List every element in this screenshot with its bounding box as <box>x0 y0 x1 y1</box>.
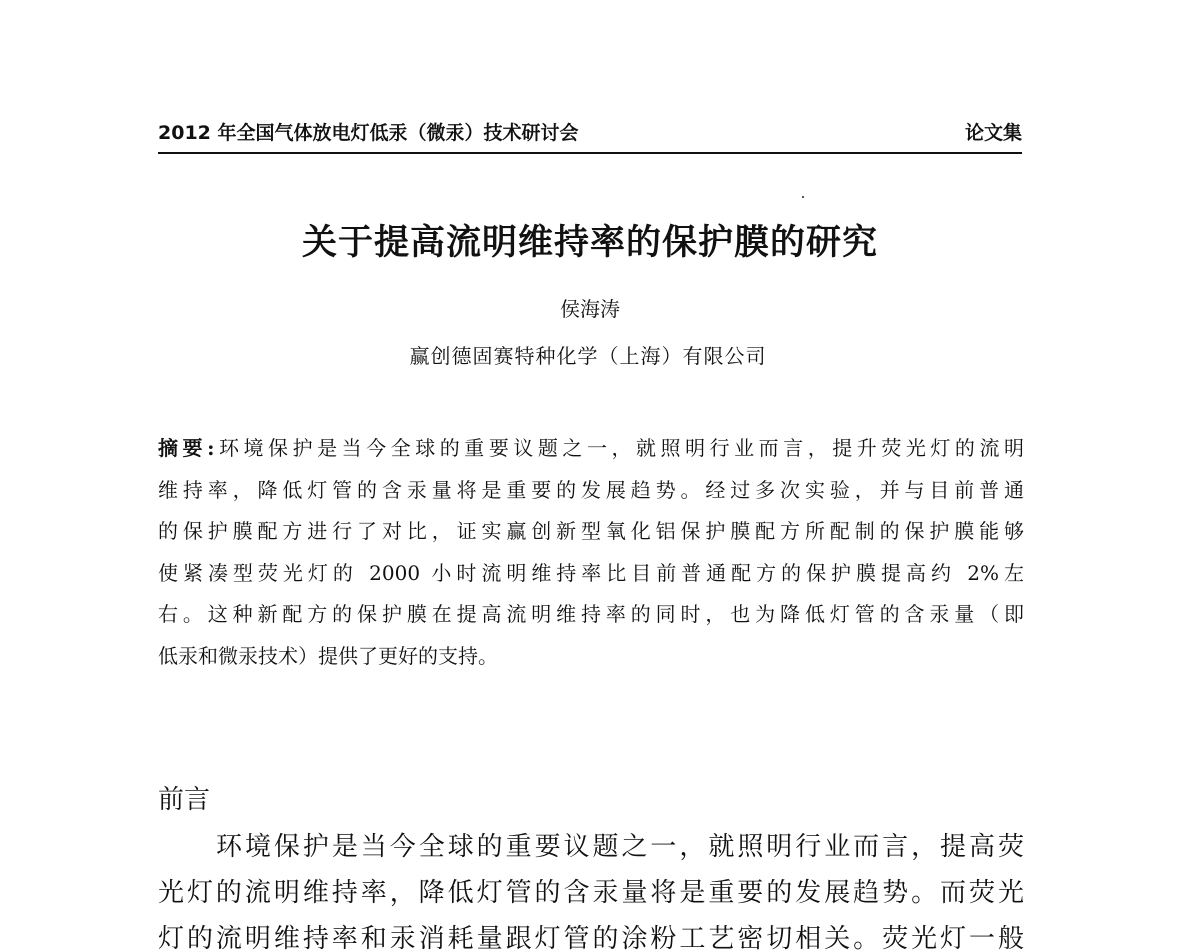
conference-name: 2012 年全国气体放电灯低汞（微汞）技术研讨会 <box>158 122 579 144</box>
abstract-line: 使紧凑型荧光灯的 2000 小时流明维持率比目前普通配方的保护膜提高约 2%左 <box>158 560 1024 585</box>
abstract-line <box>158 428 1024 470</box>
abstract-line: 的保护膜配方进行了对比，证实赢创新型氧化铝保护膜配方所配制的保护膜能够 <box>158 519 1024 543</box>
abstract <box>158 428 1024 677</box>
introduction-body <box>158 824 1024 952</box>
author-affiliation: 赢创德固赛特种化学（上海）有限公司 <box>409 344 767 368</box>
abstract-line: 右。这种新配方的保护膜在提高流明维持率的同时，也为降低灯管的含汞量（即 <box>158 602 1024 626</box>
paper-title: 关于提高流明维持率的保护膜的研究 <box>301 223 878 263</box>
collection-label: 论文集 <box>964 122 1022 144</box>
abstract-line-text: 环境保护是当今全球的重要议题之一，就照明行业而言，提升荧光灯的流明 <box>214 436 1024 460</box>
abstract-line: 低汞和微汞技术）提供了更好的支持。 <box>158 643 498 668</box>
running-header <box>158 118 1022 154</box>
abstract-line: 维持率，降低灯管的含汞量将是重要的发展趋势。经过多次实验，并与目前普通 <box>158 477 1024 502</box>
body-line: 环境保护是当今全球的重要议题之一，就照明行业而言，提高荧 <box>216 832 1024 862</box>
scan-speck <box>802 196 804 198</box>
body-line: 灯的流明维持率和汞消耗量跟灯管的涂粉工艺密切相关。荧光灯一般 <box>158 924 1024 952</box>
abstract-label: 摘要: <box>158 436 215 460</box>
section-heading-introduction: 前言 <box>158 785 211 815</box>
author-name: 侯海涛 <box>560 297 620 321</box>
body-line: 光灯的流明维持率，降低灯管的含汞量将是重要的发展趋势。而荧光 <box>158 878 1024 908</box>
